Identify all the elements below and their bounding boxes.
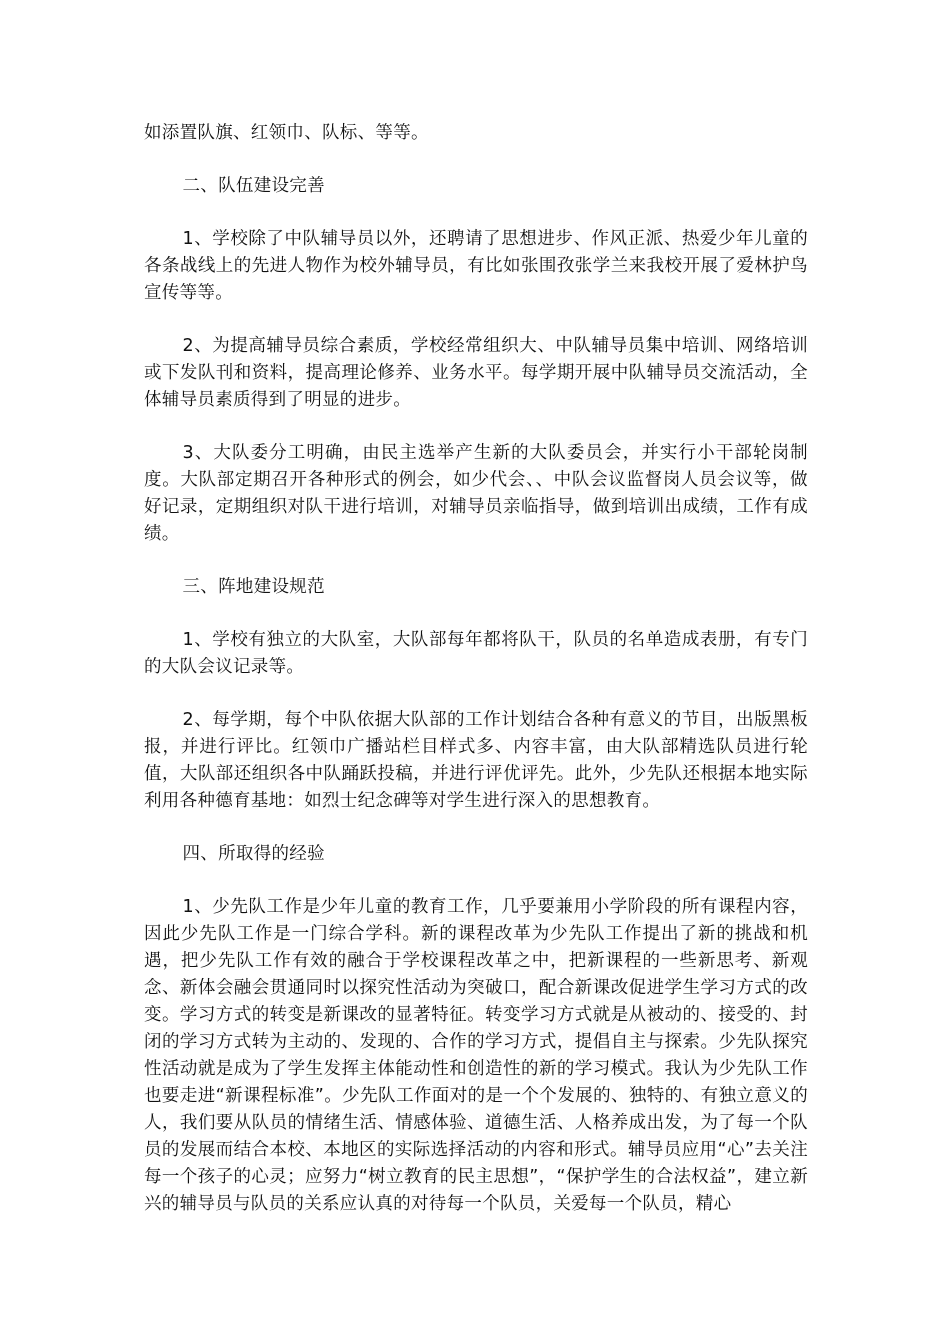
section-heading-team-building: 二、队伍建设完善: [182, 176, 325, 196]
paragraph-continuation: 如添置队旗、红领巾、队标、等等。: [144, 123, 429, 143]
paragraph-position-1: 1、学校有独立的大队室，大队部每年都将队干，队员的名单造成表册，有专门的大队会议记录等。: [144, 630, 808, 677]
paragraph-team-2: 2、为提高辅导员综合素质，学校经常组织大、中队辅导员集中培训、网络培训或下发队刊和资料，提高理论修养、业务水平。每学期开展中队辅导员交流活动，全体辅导员素质得到了明显的进步。: [144, 336, 808, 410]
section-heading-experience: 四、所取得的经验: [182, 844, 325, 864]
paragraph-team-3: 3、大队委分工明确，由民主选举产生新的大队委员会，并实行小干部轮岗制度。大队部定期召开各种形式的例会，如少代会、、中队会议监督岗人员会议等，做好记录，定期组织对队干进行培训，对辅导员亲临指导，做到培训出成绩，工作有成绩。: [144, 443, 808, 544]
document-page: [144, 120, 808, 1244]
paragraph-position-2: 2、每学期，每个中队依据大队部的工作计划结合各种有意义的节目，出版黑板报，并进行评比。红领巾广播站栏目样式多、内容丰富，由大队部精选队员进行轮值，大队部还组织各中队踊跃投稿，并进行评优评先。此外，少先队还根据本地实际利用各种德育基地：如烈士纪念碑等对学生进行深入的思想教育。: [144, 710, 808, 811]
paragraph-experience-1: 1、少先队工作是少年儿童的教育工作，几乎要兼用小学阶段的所有课程内容，因此少先队工作是一门综合学科。新的课程改革为少先队工作提出了新的挑战和机遇，把少先队工作有效的融合于学校课程改革之中，把新课程的一些新思考、新观念、新体会融会贯通同时以探究性活动为突破口，配合新课改促进学生学习方式的改变。学习方式的转变是新课改的显著特征。转变学习方式就是从被动的、接受的、封闭的学习方式转为主动的、发现的、合作的学习方式，提倡自主与探索。少先队探究性活动就是成为了学生发挥主体能动性和创造性的新的学习模式。我认为少先队工作也要走进“新课程标准”。少先队工作面对的是一个个发展的、独特的、有独立意义的人，我们要从队员的情绪生活、情感体验、道德生活、人格养成出发，为了每一个队员的发展而结合本校、本地区的实际选择活动的内容和形式。辅导员应用“心”去关注每一个孩子的心灵；应努力“树立教育的民主思想”，“保护学生的合法权益”，建立新兴的辅导员与队员的关系应认真的对待每一个队员，关爱每一个队员，精心: [144, 897, 808, 1214]
paragraph-team-1: 1、学校除了中队辅导员以外，还聘请了思想进步、作风正派、热爱少年儿童的各条战线上的先进人物作为校外辅导员，有比如张围孜张学兰来我校开展了爱林护鸟宣传等等。: [144, 229, 808, 303]
section-heading-position-building: 三、阵地建设规范: [182, 577, 325, 597]
